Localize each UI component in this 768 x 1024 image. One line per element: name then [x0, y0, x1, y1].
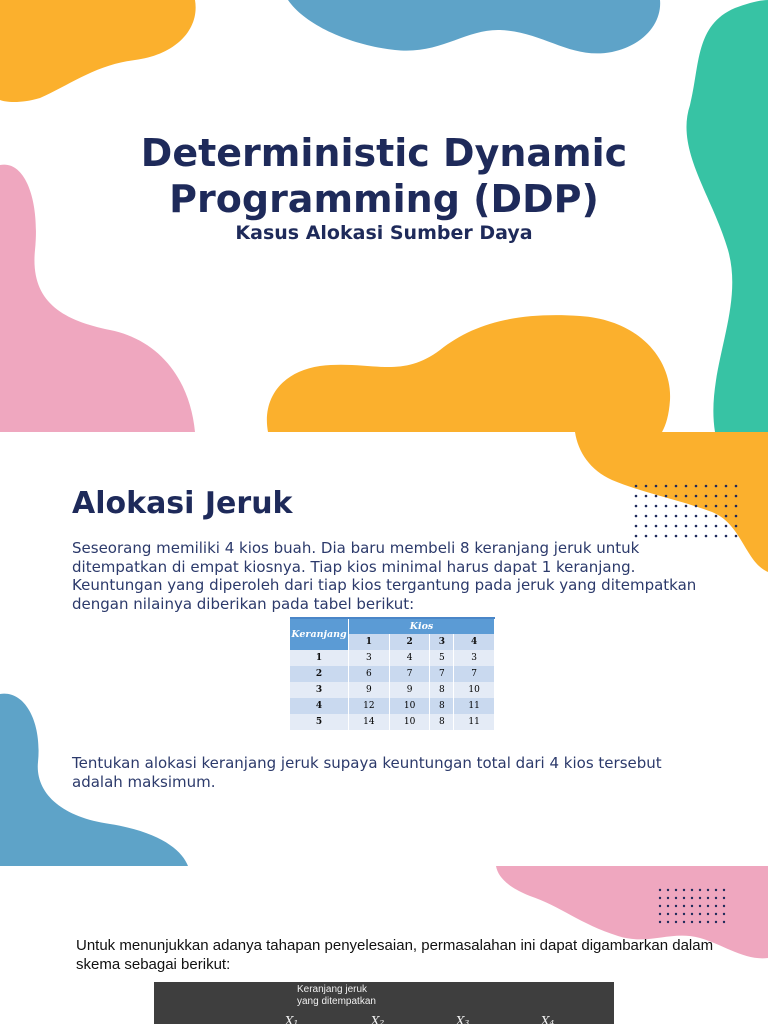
subtitle: Kasus Alokasi Sumber Daya: [235, 222, 533, 244]
row-label: 1: [290, 650, 349, 666]
table-row: [290, 698, 495, 714]
text-line: Tentukan alokasi keranjang jeruk supaya keuntungan total dari 4 kios tersebut: [72, 754, 662, 772]
text-line: skema sebagai berikut:: [76, 956, 231, 973]
caption-line: Keranjang jeruk: [297, 984, 368, 995]
schema-intro: [76, 936, 736, 974]
text-line: Untuk menunjukkan adanya tahapan penyelesaian, permasalahan ini dapat digambarkan dalam: [76, 937, 714, 954]
table-cell: 11: [454, 714, 495, 730]
table-cell: 9: [389, 682, 430, 698]
yellow-blob-top-left: [0, 0, 196, 102]
group-header-kios: Kios: [349, 618, 495, 634]
text-line: dengan nilainya diberikan pada tabel berikut:: [72, 594, 415, 613]
column-header: 4: [454, 634, 495, 650]
schema-slide: [0, 866, 768, 1024]
stage-variable-x2: X₂: [371, 1014, 385, 1024]
table-row: [290, 714, 495, 730]
stage-variable-x4: X₄: [541, 1014, 555, 1024]
title-line: Programming (DDP): [169, 177, 599, 221]
table-cell: 8: [430, 698, 454, 714]
title-line: Deterministic Dynamic: [140, 131, 628, 175]
yellow-blob-bottom: [267, 315, 670, 432]
title-slide: [0, 0, 768, 432]
column-header: 1: [349, 634, 390, 650]
table-cell: 10: [389, 698, 430, 714]
row-label: 2: [290, 666, 349, 682]
table-cell: 11: [454, 698, 495, 714]
table-cell: 6: [349, 666, 390, 682]
table-cell: 10: [454, 682, 495, 698]
row-label: 4: [290, 698, 349, 714]
problem-slide: [0, 432, 768, 866]
row-label: 3: [290, 682, 349, 698]
text-line: Seseorang memiliki 4 kios buah. Dia baru membeli 8 keranjang jeruk untuk: [72, 539, 640, 557]
table-cell: 12: [349, 698, 390, 714]
text-line: adalah maksimum.: [72, 772, 216, 791]
section-heading: Alokasi Jeruk: [72, 486, 293, 521]
table-cell: 14: [349, 714, 390, 730]
blue-blob-top: [288, 0, 660, 53]
table-cell: 5: [430, 650, 454, 666]
table-cell: 3: [349, 650, 390, 666]
table-row: [290, 666, 495, 682]
profit-table: [290, 617, 495, 730]
column-header: 3: [430, 634, 454, 650]
text-line: ditempatkan di empat kiosnya. Tiap kios minimal harus dapat 1 keranjang.: [72, 557, 636, 576]
table-cell: 7: [430, 666, 454, 682]
stage-variable-x1: X₁: [285, 1014, 299, 1024]
page-title: [0, 130, 768, 222]
table-cell: 8: [430, 714, 454, 730]
table-row: [290, 682, 495, 698]
table-cell: 7: [454, 666, 495, 682]
table-cell: 8: [430, 682, 454, 698]
question-paragraph: [72, 754, 712, 791]
table-row: [290, 650, 495, 666]
row-label: 5: [290, 714, 349, 730]
table-cell: 4: [389, 650, 430, 666]
caption-line: yang ditempatkan: [297, 996, 376, 1007]
table-cell: 7: [389, 666, 430, 682]
row-header-keranjang: Keranjang: [290, 618, 349, 650]
stage-variable-x3: X₃: [456, 1014, 470, 1024]
column-header: 2: [389, 634, 430, 650]
table-cell: 9: [349, 682, 390, 698]
schema-caption: [297, 984, 376, 1008]
intro-paragraph: [72, 539, 712, 613]
schema-diagram: [154, 982, 614, 1024]
text-line: Keuntungan yang diperoleh dari tiap kios tergantung pada jeruk yang ditempatkan: [72, 576, 697, 594]
table-cell: 10: [389, 714, 430, 730]
table-cell: 3: [454, 650, 495, 666]
